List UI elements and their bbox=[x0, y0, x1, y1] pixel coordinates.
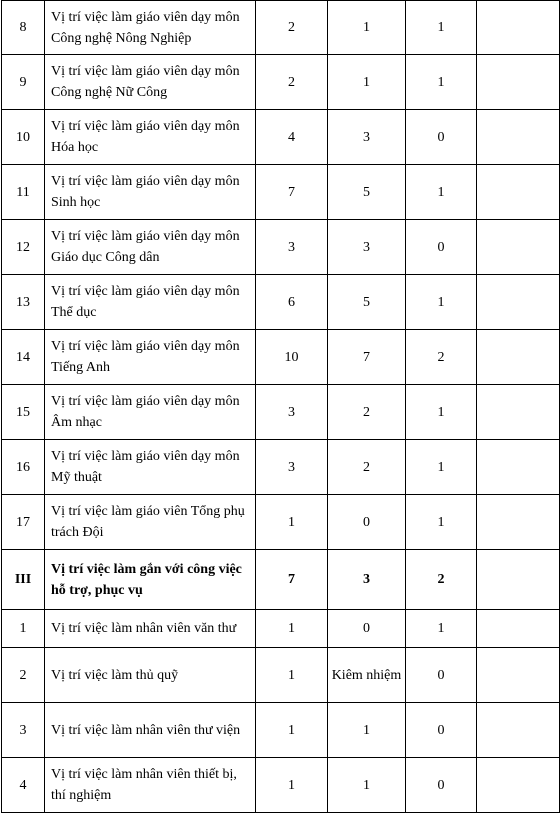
table-row bbox=[2, 610, 560, 648]
row-number: 17 bbox=[2, 495, 45, 550]
count-needed: 0 bbox=[406, 758, 477, 813]
count-needed: 1 bbox=[406, 165, 477, 220]
count-current: 3 bbox=[328, 220, 406, 275]
row-number: 16 bbox=[2, 440, 45, 495]
count-needed: 2 bbox=[406, 550, 477, 610]
note bbox=[477, 1, 560, 55]
count-needed: 1 bbox=[406, 275, 477, 330]
position-name: Vị trí việc làm giáo viên dạy môn Mỹ thuật bbox=[45, 440, 256, 495]
count-needed: 1 bbox=[406, 55, 477, 110]
count-needed: 0 bbox=[406, 220, 477, 275]
count-total: 1 bbox=[256, 648, 328, 703]
count-total: 7 bbox=[256, 550, 328, 610]
note bbox=[477, 55, 560, 110]
position-name: Vị trí việc làm giáo viên dạy môn Công nghệ Nữ Công bbox=[45, 55, 256, 110]
table-row bbox=[2, 165, 560, 220]
position-name: Vị trí việc làm thủ quỹ bbox=[45, 648, 256, 703]
position-name: Vị trí việc làm giáo viên dạy môn Sinh học bbox=[45, 165, 256, 220]
row-number: 15 bbox=[2, 385, 45, 440]
note bbox=[477, 275, 560, 330]
note bbox=[477, 550, 560, 610]
count-needed: 2 bbox=[406, 330, 477, 385]
row-number: 10 bbox=[2, 110, 45, 165]
table-row bbox=[2, 330, 560, 385]
table-row bbox=[2, 648, 560, 703]
count-current: 3 bbox=[328, 550, 406, 610]
note bbox=[477, 110, 560, 165]
count-total: 10 bbox=[256, 330, 328, 385]
note bbox=[477, 385, 560, 440]
note bbox=[477, 610, 560, 648]
count-total: 7 bbox=[256, 165, 328, 220]
count-needed: 0 bbox=[406, 648, 477, 703]
count-total: 3 bbox=[256, 385, 328, 440]
row-number: 4 bbox=[2, 758, 45, 813]
count-total: 3 bbox=[256, 440, 328, 495]
count-current: 1 bbox=[328, 703, 406, 758]
row-number: 14 bbox=[2, 330, 45, 385]
table-row bbox=[2, 440, 560, 495]
note bbox=[477, 495, 560, 550]
position-name: Vị trí việc làm giáo viên dạy môn Công nghệ Nông Nghiệp bbox=[45, 1, 256, 55]
count-total: 4 bbox=[256, 110, 328, 165]
position-name: Vị trí việc làm giáo viên dạy môn Âm nhạc bbox=[45, 385, 256, 440]
table-row bbox=[2, 1, 560, 55]
count-needed: 1 bbox=[406, 440, 477, 495]
table-row bbox=[2, 110, 560, 165]
row-number: 12 bbox=[2, 220, 45, 275]
count-current: 1 bbox=[328, 55, 406, 110]
count-current: 5 bbox=[328, 165, 406, 220]
row-number: 1 bbox=[2, 610, 45, 648]
table-row bbox=[2, 385, 560, 440]
count-total: 1 bbox=[256, 758, 328, 813]
count-needed: 1 bbox=[406, 610, 477, 648]
note bbox=[477, 703, 560, 758]
count-needed: 1 bbox=[406, 495, 477, 550]
count-current: 1 bbox=[328, 1, 406, 55]
section-row bbox=[2, 550, 560, 610]
note bbox=[477, 165, 560, 220]
table-row bbox=[2, 495, 560, 550]
count-current: 2 bbox=[328, 385, 406, 440]
position-name: Vị trí việc làm nhân viên thiết bị, thí nghiệm bbox=[45, 758, 256, 813]
count-total: 1 bbox=[256, 495, 328, 550]
note bbox=[477, 330, 560, 385]
position-name: Vị trí việc làm giáo viên Tổng phụ trách Đội bbox=[45, 495, 256, 550]
position-name: Vị trí việc làm giáo viên dạy môn Tiếng Anh bbox=[45, 330, 256, 385]
note bbox=[477, 758, 560, 813]
note bbox=[477, 648, 560, 703]
count-total: 2 bbox=[256, 1, 328, 55]
table-row bbox=[2, 55, 560, 110]
row-number: 9 bbox=[2, 55, 45, 110]
count-total: 1 bbox=[256, 610, 328, 648]
position-name: Vị trí việc làm nhân viên thư viện bbox=[45, 703, 256, 758]
count-total: 3 bbox=[256, 220, 328, 275]
note bbox=[477, 220, 560, 275]
count-current: Kiêm nhiệm bbox=[328, 648, 406, 703]
position-name: Vị trí việc làm giáo viên dạy môn Thể dục bbox=[45, 275, 256, 330]
position-name: Vị trí việc làm giáo viên dạy môn Giáo dục Công dân bbox=[45, 220, 256, 275]
count-total: 2 bbox=[256, 55, 328, 110]
row-number: 2 bbox=[2, 648, 45, 703]
section-number: III bbox=[2, 550, 45, 610]
note bbox=[477, 440, 560, 495]
table-row bbox=[2, 758, 560, 813]
count-current: 5 bbox=[328, 275, 406, 330]
position-name: Vị trí việc làm giáo viên dạy môn Hóa học bbox=[45, 110, 256, 165]
table-row bbox=[2, 220, 560, 275]
row-number: 11 bbox=[2, 165, 45, 220]
count-needed: 1 bbox=[406, 1, 477, 55]
section-title: Vị trí việc làm gắn với công việc hỗ trợ, phục vụ bbox=[45, 550, 256, 610]
row-number: 8 bbox=[2, 1, 45, 55]
row-number: 3 bbox=[2, 703, 45, 758]
count-current: 0 bbox=[328, 610, 406, 648]
count-current: 3 bbox=[328, 110, 406, 165]
table-row bbox=[2, 703, 560, 758]
count-total: 6 bbox=[256, 275, 328, 330]
position-name: Vị trí việc làm nhân viên văn thư bbox=[45, 610, 256, 648]
table-row bbox=[2, 275, 560, 330]
count-current: 0 bbox=[328, 495, 406, 550]
row-number: 13 bbox=[2, 275, 45, 330]
count-needed: 0 bbox=[406, 110, 477, 165]
count-current: 7 bbox=[328, 330, 406, 385]
count-total: 1 bbox=[256, 703, 328, 758]
count-current: 2 bbox=[328, 440, 406, 495]
count-needed: 0 bbox=[406, 703, 477, 758]
count-current: 1 bbox=[328, 758, 406, 813]
count-needed: 1 bbox=[406, 385, 477, 440]
staffing-table bbox=[1, 0, 560, 813]
